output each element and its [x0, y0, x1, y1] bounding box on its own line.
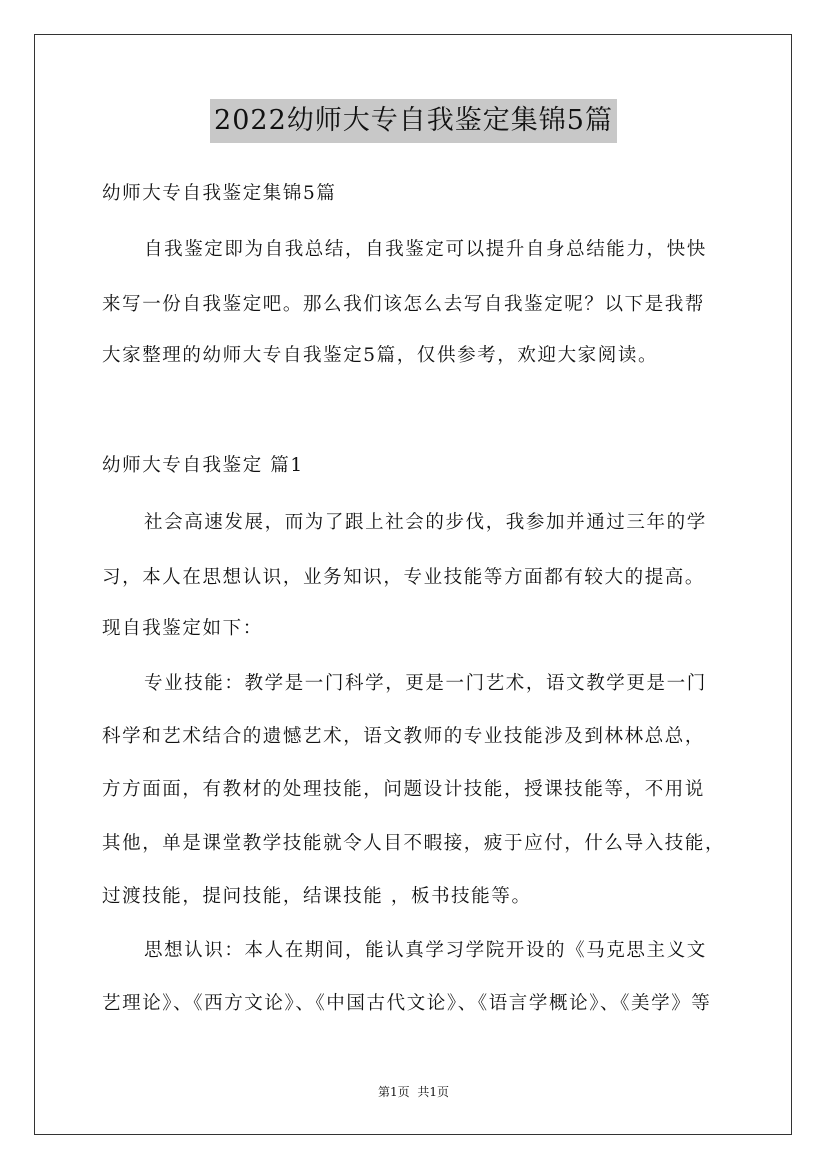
body-line-9: 思想认识：本人在期间，能认真学习学院开设的《马克思主义文: [144, 940, 707, 961]
body-line-2: 习，本人在思想认识，业务知识，专业技能等方面都有较大的提高。: [102, 567, 706, 588]
title-block: [0, 99, 827, 143]
intro-line-3: 大家整理的幼师大专自我鉴定5篇，仅供参考，欢迎大家阅读。: [102, 345, 659, 366]
body-line-6: 方方面面，有教材的处理技能，问题设计技能，授课技能等，不用说: [102, 779, 706, 800]
section-heading: 幼师大专自我鉴定 篇1: [102, 455, 304, 476]
intro-line-1: 自我鉴定即为自我总结，自我鉴定可以提升自身总结能力，快快: [144, 239, 707, 260]
document-subtitle: 幼师大专自我鉴定集锦5篇: [102, 183, 337, 204]
page-footer: [0, 1084, 827, 1100]
body-line-7: 其他，单是课堂教学技能就令人目不暇接，疲于应付，什么导入技能，: [102, 833, 726, 854]
body-line-1: 社会高速发展，而为了跟上社会的步伐，我参加并通过三年的学: [144, 512, 707, 533]
body-line-4: 专业技能：教学是一门科学，更是一门艺术，语文教学更是一门: [144, 673, 707, 694]
body-line-8: 过渡技能，提问技能，结课技能 ，板书技能等。: [102, 886, 532, 907]
page-total: 共1页: [417, 1085, 450, 1099]
body-line-5: 科学和艺术结合的遗憾艺术，语文教师的专业技能涉及到林林总总，: [102, 726, 706, 747]
body-line-3: 现自我鉴定如下：: [102, 618, 263, 639]
page-number: 第1页: [377, 1085, 410, 1099]
document-title: 2022幼师大专自我鉴定集锦5篇: [210, 99, 617, 143]
body-line-10: 艺理论》、《西方文论》、《中国古代文论》、《语言学概论》、《美学》等: [102, 993, 712, 1014]
intro-line-2: 来写一份自我鉴定吧。那么我们该怎么去写自我鉴定呢？以下是我帮: [102, 294, 706, 315]
